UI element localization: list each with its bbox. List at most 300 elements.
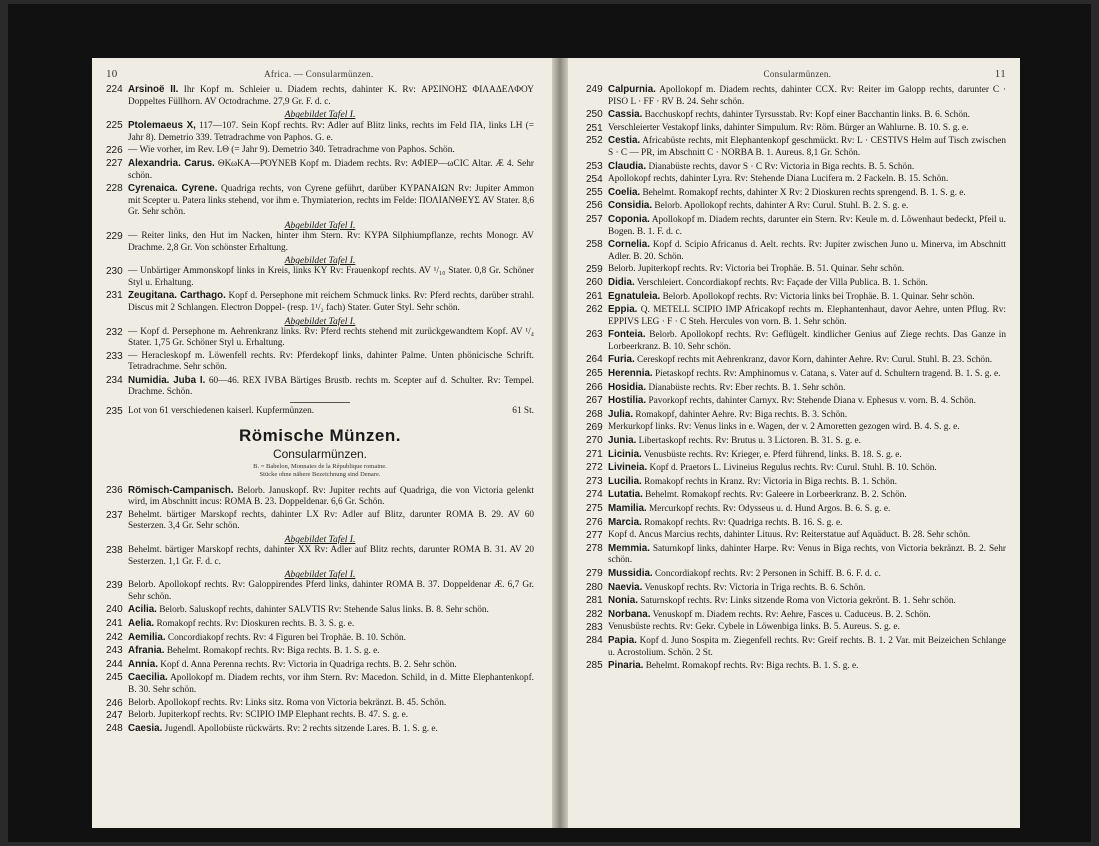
summary-lot-row xyxy=(106,406,534,418)
lot-text: Romakopf rechts in Kranz. Rv: Victoria in Biga rechts. B. 1. Schön. xyxy=(644,476,897,487)
lot-text: Kopf d. Scipio Africanus d. Aelt. rechts. Rv: Jupiter zwischen Juno u. Minerva, im Abschnitt Adler. B. 20. Schön. xyxy=(608,240,1006,262)
lot-description xyxy=(608,123,1006,135)
lot-name: Cestia. xyxy=(608,135,641,147)
section-note-babelon: B. = Babelon, Monnaies de la République romaine. xyxy=(253,462,387,470)
lot-text: — Unbärtiger Ammonskopf links in Kreis, links ΚΥ Rv: Frauenkopf rechts. AV ¹/₁₀ Stater. 0,8 Gr. Schöner Styl u. Erhaltung. xyxy=(128,266,534,288)
lot-name: Naevia. xyxy=(608,581,643,593)
lot-name: Hosidia. xyxy=(608,381,647,393)
lot-text: Bacchuskopf rechts, dahinter Tyrsusstab. Rv: Kopf einer Bacchantin links. B. 6. Schön. xyxy=(644,110,970,121)
lot-number: 224 xyxy=(106,84,123,95)
lot-entry xyxy=(106,231,534,254)
lot-text: Concordiakopf rechts. Rv: 4 Figuren bei Trophäe. B. 10. Schön. xyxy=(167,632,406,643)
lot-description xyxy=(608,187,1006,200)
lot-text: Venusbüste rechts. Rv: Krieger, e. Pferd führend, links. B. 18. S. g. e. xyxy=(643,449,902,460)
lot-description xyxy=(128,120,534,144)
lot-name: Zeugitana. Carthago. xyxy=(128,290,226,302)
lot-entry xyxy=(106,710,534,722)
lot-entry xyxy=(586,609,1006,622)
lot-text: Libertaskopf rechts. Rv: Brutus u. 3 Lictoren. B. 31. S. g. e. xyxy=(638,436,861,447)
lot-number: 236 xyxy=(106,484,123,496)
summary-lot-text: Lot von 61 verschiedenen kaiserl. Kupfermünzen. xyxy=(128,406,315,417)
lot-entry xyxy=(106,327,534,350)
lot-name: Ptolemaeus X, xyxy=(128,120,196,132)
lot-text: Dianabüste rechts. Rv: Eber rechts. B. 1. Sehr schön. xyxy=(648,382,846,393)
lot-name: Marcia. xyxy=(608,516,642,528)
lot-text: Concordiakopf rechts. Rv: 2 Personen in Schiff. B. 6. F. d. c. xyxy=(654,568,881,579)
lot-entry xyxy=(106,545,534,568)
lot-description xyxy=(608,635,1006,659)
lot-text: Venuskopf rechts. Rv: Victoria in Triga rechts. B. 6. Schön. xyxy=(644,582,866,593)
lot-name: Didia. xyxy=(608,276,635,288)
lot-description xyxy=(128,266,534,289)
left-page-number: 10 xyxy=(106,68,118,80)
lot-text: Kopf d. Praetors L. Livineius Regulus rechts. Rv: Curul. Stuhl. B. 10. Schön. xyxy=(649,463,937,474)
lot-number: 226 xyxy=(106,145,123,157)
lot-number: 285 xyxy=(586,660,603,672)
lot-text: Belorb. Apollokopf rechts, dahinter A Rv: Curul. Stuhl. B. 2. S. g. e. xyxy=(654,201,909,212)
lot-name: Calpurnia. xyxy=(608,84,656,95)
lot-text: — Reiter links, den Hut im Nacken, hinter ihm Stern. Rv: ΚΥΡΑ Silphiumpflanze, rechts Monogr. AV Drachme. 2,8 Gr. Von schönster Erhaltung. xyxy=(128,230,534,253)
lot-name: Römisch-Campanisch. xyxy=(128,484,234,496)
lot-text: Venusbüste rechts. Rv: Gekr. Cybele in Löwenbiga links. B. 5. Aureus. S. g. e. xyxy=(608,622,900,633)
lot-number: 251 xyxy=(586,122,603,134)
lot-text: Saturnskopf rechts. Rv: Links sitzende Roma von Victoria gekrönt. B. 1. Sehr schön. xyxy=(640,596,956,607)
lot-number: 252 xyxy=(586,135,603,147)
lot-name: Herennia. xyxy=(608,368,653,380)
lot-entry xyxy=(586,462,1006,475)
lot-entry xyxy=(586,161,1006,174)
lot-description xyxy=(608,395,1006,408)
lot-number: 243 xyxy=(106,645,123,657)
separator-rule xyxy=(290,402,350,403)
lot-entry xyxy=(586,135,1006,159)
lot-text: Apollokopf m. Diadem rechts, vor ihm Stern. Rv: Macedon. Schild, in d. Mitte Elephantenkopf. B. 30. Sehr schön. xyxy=(128,673,535,695)
lot-name: Cassia. xyxy=(608,109,643,121)
book-gutter xyxy=(552,58,568,828)
lot-text: Africabüste rechts, mit Elephantenkopf geschmückt. Rv: L · CESTIVS Helm auf Tisch zwischen S · C — PR, im Abschnitt C · NORBA B. 1. Aureus. 8,1 Gr. Schön. xyxy=(608,136,1006,158)
lot-number: 248 xyxy=(106,722,123,734)
lot-number: 284 xyxy=(586,634,603,646)
lot-number: 273 xyxy=(586,475,603,487)
lot-number: 281 xyxy=(586,595,603,607)
lot-text: Belorb. Apollokopf rechts. Rv: Geflügelt. kindlicher Genius auf Ziege rechts. Das Ganze in Lorbeerkranz. B. 10. Sehr schön. xyxy=(608,330,1006,352)
lot-description xyxy=(128,710,534,722)
lot-number: 283 xyxy=(586,622,603,634)
lot-entry xyxy=(586,517,1006,530)
lot-entry xyxy=(586,595,1006,608)
lot-description xyxy=(608,329,1006,353)
left-running-title: Africa. — Consularmünzen. xyxy=(264,69,374,79)
lot-text: Behelmt. Romakopf rechts. Rv: Galeere in Lorbeerkranz. B. 2. Schön. xyxy=(645,490,907,501)
lot-description xyxy=(608,135,1006,159)
lot-description xyxy=(128,618,534,631)
lot-name: Licinia. xyxy=(608,448,642,460)
lot-text: ΘΚωΚΑ—Ρ̄ΟΥΝΕΒ Kopf m. Diadem rechts. Rv: ΑΦΙΕΡ—ωCIC Altar. Æ 4. Sehr schön. xyxy=(128,158,534,181)
lot-text: Verschleiert. Concordiakopf rechts. Rv: Façade der Villa Publica. B. 1. Schön. xyxy=(636,277,928,288)
lot-entry xyxy=(586,239,1006,263)
lot-description xyxy=(128,145,534,157)
lot-number: 232 xyxy=(106,326,123,338)
lot-text: Jugendl. Apollobüste rückwärts. Rv: 2 rechts sitzende Lares. B. 1. S. g. e. xyxy=(164,723,438,734)
lot-name: Arsinoë II. xyxy=(128,84,179,95)
lot-text: Behelmt. bärtiger Marskopf rechts, dahinter XX Rv: Adler auf Blitz rechts, darunter ROMA B. 31. AV 20 Sesterzen. 1,1 Gr. F. d. c. xyxy=(128,545,534,567)
lot-description xyxy=(128,698,534,710)
right-page xyxy=(568,58,1020,828)
right-page-number: 11 xyxy=(994,68,1006,80)
lot-entry xyxy=(586,476,1006,489)
lot-number: 276 xyxy=(586,516,603,528)
lot-description xyxy=(608,304,1006,328)
lot-description xyxy=(608,214,1006,238)
lot-number: 265 xyxy=(586,368,603,380)
lot-entry xyxy=(106,632,534,645)
lot-entry xyxy=(586,354,1006,367)
left-entries-top xyxy=(106,84,534,399)
lot-text: Behelmt. Romakopf rechts, dahinter X Rv: 2 Dioskuren rechts sprengend. B. 1. S. g. e. xyxy=(642,187,966,198)
lot-description xyxy=(608,161,1006,174)
lot-text: Mercurkopf rechts. Rv: Odysseus u. d. Hund Argos. B. 6. S. g. e. xyxy=(649,504,891,514)
lot-entry xyxy=(586,329,1006,353)
lot-text: Belorb. Apollokopf rechts. Rv: Victoria links bei Trophäe. B. 1. Quinar. Sehr schön. xyxy=(662,291,975,302)
lot-name: Claudia. xyxy=(608,160,647,172)
lot-text: — Wie vorher, im Rev. LΘ (= Jahr 9). Demetrio 340. Tetradrachme von Paphos. Schön. xyxy=(128,145,455,156)
lot-text: Ihr Kopf m. Schleier u. Diadem rechts, dahinter K. Rv: ΑΡΣΙΝΟΗΣ ΦΙΛΑΔΕΛΦΟΥ Doppeltes Füllhorn. AV Octodrachme. 27,9 Gr. F. d. c. xyxy=(128,85,534,107)
lot-name: Pinaria. xyxy=(608,660,644,672)
plate-reference: Abgebildet Tafel I. xyxy=(284,255,356,267)
lot-number: 274 xyxy=(586,489,603,501)
lot-number: 256 xyxy=(586,200,603,212)
lot-entry xyxy=(106,183,534,219)
lot-number: 264 xyxy=(586,354,603,366)
lot-description xyxy=(128,510,534,533)
lot-description xyxy=(608,264,1006,276)
lot-description xyxy=(128,604,534,617)
lot-text: Romakopf rechts. Rv: Dioskuren rechts. B. 3. S. g. e. xyxy=(156,619,355,629)
summary-lot-amount: 61 St. xyxy=(512,406,534,417)
lot-entry xyxy=(106,290,534,314)
lot-description xyxy=(128,351,534,374)
lot-number: 230 xyxy=(106,266,123,278)
lot-number: 250 xyxy=(586,109,603,121)
lot-entry xyxy=(586,304,1006,328)
lot-number: 242 xyxy=(106,631,123,643)
lot-number: 282 xyxy=(586,608,603,620)
lot-description xyxy=(128,545,534,568)
lot-text: Pavorkopf rechts, dahinter Carnyx. Rv: Stehende Diana v. Ephesus v. vorn. B. 4. Schön. xyxy=(648,396,976,407)
lot-name: Cyrenaica. Cyrene. xyxy=(128,183,218,195)
lot-entry xyxy=(586,622,1006,634)
section-note-denare: Stücke ohne nähere Bezeichnung sind Denare. xyxy=(259,470,381,478)
lot-description xyxy=(608,595,1006,608)
lot-number: 227 xyxy=(106,157,123,169)
lot-number: 255 xyxy=(586,186,603,198)
lot-entry xyxy=(106,375,534,399)
lot-entry xyxy=(106,266,534,289)
lot-text: Pietaskopf rechts. Rv: Amphinomus v. Catana, s. Vater auf d. Schultern tragend. B. 1. S. g. e. xyxy=(654,369,1001,380)
lot-description xyxy=(128,580,534,603)
lot-number: 240 xyxy=(106,604,123,616)
lot-name: Nonia. xyxy=(608,595,638,607)
lot-name: Cornelia. xyxy=(608,239,650,251)
lot-name: Livineia. xyxy=(608,462,648,474)
lot-text: 117—107. Sein Kopf rechts. Rv: Adler auf Blitz links, rechts im Feld ΠΑ, links LΗ (= Jahr 8). Demetrio 339. Tetradrachme von Paphos. G. e. xyxy=(128,121,535,143)
lot-text: Belorb. Jupiterkopf rechts. Rv: SCIPIO IMP Elephant rechts. B. 47. S. g. e. xyxy=(128,710,409,721)
lot-number: 249 xyxy=(586,84,603,95)
lot-entry xyxy=(586,264,1006,276)
lot-text: 60—46. REX IVBA Bärtiges Brustb. rechts m. Scepter auf d. Schulter. Rv: Tempel. Drachme. Schön. xyxy=(128,375,534,398)
lot-entry xyxy=(586,214,1006,238)
lot-name: Coponia. xyxy=(608,213,650,225)
lot-description xyxy=(608,409,1006,422)
section-title: Römische Münzen. xyxy=(239,425,401,445)
lot-name: Aemilia. xyxy=(128,631,166,643)
lot-name: Annia. xyxy=(128,658,158,670)
lot-number: 241 xyxy=(106,618,123,629)
right-running-title: Consularmünzen. xyxy=(763,69,832,79)
lot-number: 239 xyxy=(106,580,123,592)
lot-text: Romakopf, dahinter Aehre. Rv: Biga rechts. B. 3. Schön. xyxy=(635,409,848,420)
lot-entry xyxy=(106,645,534,658)
lot-entry xyxy=(106,84,534,108)
lot-text: — Kopf d. Persephone m. Aehrenkranz links. Rv: Pferd rechts stehend mit zurückgewandtem Kopf. AV ¹/₄ Stater. 1,75 Gr. Schöner Styl u. Erhaltung. xyxy=(128,326,534,349)
lot-description xyxy=(608,354,1006,367)
lot-description xyxy=(608,368,1006,381)
lot-entry xyxy=(106,485,534,509)
lot-text: Belorb. Januskopf. Rv: Jupiter rechts auf Quadriga, die von Victoria gelenkt wird, im Abschnitt incus: ROMA B. 23. Doppeldenar. 6,6 Gr. Schön. xyxy=(128,485,535,508)
left-running-head xyxy=(106,68,534,84)
lot-description xyxy=(128,485,534,509)
lot-name: Mussidia. xyxy=(608,567,653,579)
plate-reference: Abgebildet Tafel I. xyxy=(284,109,356,121)
lot-number: 278 xyxy=(586,542,603,554)
lot-name: Aelia. xyxy=(128,618,155,629)
lot-description xyxy=(608,568,1006,581)
lot-text: Q. METELL SCIPIO IMP Africakopf rechts m. Elephantenhaut, davor Aehre, unten Pflug. Rv: EPPIVS LEG · F · C Steh. Hercules von vorn. B. 1. Sehr schön. xyxy=(608,305,1006,327)
lot-entry xyxy=(586,582,1006,595)
lot-entry xyxy=(586,568,1006,581)
lot-number: 261 xyxy=(586,290,603,302)
lot-description xyxy=(608,84,1006,108)
lot-name: Hostilia. xyxy=(608,395,647,407)
lot-name: Memmia. xyxy=(608,542,650,554)
lot-number: 228 xyxy=(106,183,123,195)
lot-number: 260 xyxy=(586,276,603,288)
lot-description xyxy=(608,462,1006,475)
lot-entry xyxy=(586,291,1006,304)
lot-description xyxy=(128,183,534,219)
lot-entry xyxy=(586,660,1006,673)
lot-description xyxy=(608,489,1006,502)
lot-number: 254 xyxy=(586,174,603,186)
lot-name: Mamilia. xyxy=(608,503,647,514)
lot-number: 231 xyxy=(106,290,123,302)
lot-number: 258 xyxy=(586,239,603,251)
lot-entry xyxy=(586,109,1006,122)
lot-description xyxy=(608,530,1006,542)
lot-entry xyxy=(586,277,1006,290)
lot-number: 229 xyxy=(106,230,123,242)
lot-text: Romakopf rechts. Rv: Quadriga rechts. B. 16. S. g. e. xyxy=(644,517,843,528)
lot-name: Considia. xyxy=(608,200,653,212)
lot-description xyxy=(608,660,1006,673)
lot-name: Caesia. xyxy=(128,722,163,734)
lot-description xyxy=(128,632,534,645)
right-running-head xyxy=(586,68,1006,84)
lot-text: Kopf d. Ancus Marcius rechts, dahinter Lituus. Rv: Reiterstatue auf Aquäduct. B. 28. Sehr schön. xyxy=(608,530,971,541)
lot-entry xyxy=(586,635,1006,659)
lot-text: Apollokopf rechts, dahinter Lyra. Rv: Stehende Diana Lucifera m. 2 Fackeln. B. 15. Schön. xyxy=(608,174,949,185)
lot-name: Afrania. xyxy=(128,645,165,657)
lot-number: 259 xyxy=(586,264,603,276)
lot-entry xyxy=(106,723,534,736)
lot-description xyxy=(608,609,1006,622)
lot-name: Acilia. xyxy=(128,604,157,616)
lot-text: Kopf d. Juno Sospita m. Ziegenfell rechts. Rv: Greif rechts. B. 1. 2 Var. mit Beizeichen Schlange u. Acrostolium. Schön. 2 St. xyxy=(608,635,1006,658)
lot-number: 277 xyxy=(586,530,603,542)
lot-description xyxy=(608,422,1006,434)
lot-text: Belorb. Jupiterkopf rechts. Rv: Victoria bei Trophäe. B. 51. Quinar. Sehr schön. xyxy=(608,264,905,275)
lot-entry xyxy=(586,449,1006,462)
lot-description xyxy=(608,277,1006,290)
lot-description xyxy=(128,645,534,658)
lot-name: Egnatuleia. xyxy=(608,290,661,302)
lot-description xyxy=(128,158,534,182)
lot-description xyxy=(608,449,1006,462)
lot-number: 267 xyxy=(586,395,603,407)
lot-number: 257 xyxy=(586,213,603,225)
lot-entry xyxy=(586,174,1006,186)
lot-description xyxy=(608,503,1006,516)
lot-entry xyxy=(106,510,534,533)
lot-number: 269 xyxy=(586,422,603,434)
lot-entry xyxy=(106,580,534,603)
lot-description xyxy=(608,582,1006,595)
lot-description xyxy=(128,84,534,108)
lot-description xyxy=(128,290,534,314)
lot-name: Norbana. xyxy=(608,608,651,620)
lot-entry xyxy=(106,158,534,182)
lot-entry xyxy=(586,543,1006,567)
lot-entry xyxy=(586,530,1006,542)
lot-name: Caecilia. xyxy=(128,672,168,684)
lot-description xyxy=(128,672,534,696)
lot-text: Behelmt. Romakopf rechts. Rv: Biga rechts. B. 1. S. g. e. xyxy=(166,646,380,657)
lot-number: 266 xyxy=(586,381,603,393)
lot-text: Belorb. Apollokopf rechts. Rv: Galoppirendes Pferd links, dahinter ROMA B. 37. Doppeldenar Æ. 6,7 Gr. Sehr schön. xyxy=(128,580,534,602)
lot-entry xyxy=(586,200,1006,213)
lot-description xyxy=(608,109,1006,122)
lot-text: Saturnkopf links, dahinter Harpe. Rv: Venus in Biga rechts, von Victoria bekränzt. B. 2. Sehr schön. xyxy=(608,543,1006,566)
lot-text: Belorb. Saluskopf rechts, dahinter SALVTIS Rv: Stehende Salus links. B. 8. Sehr schön. xyxy=(159,605,489,616)
lot-text: Verschleierter Vestakopf links, dahinter Simpulum. Rv: Röm. Bürger an Wahlurne. B. 10. S. g. e. xyxy=(608,122,969,133)
lot-description xyxy=(608,174,1006,186)
right-entries xyxy=(586,84,1006,673)
lot-number: 253 xyxy=(586,160,603,172)
summary-lot-number: 235 xyxy=(106,406,123,418)
lot-entry xyxy=(106,659,534,672)
lot-name: Julia. xyxy=(608,408,634,420)
lot-number: 244 xyxy=(106,658,123,670)
lot-number: 234 xyxy=(106,374,123,386)
lot-entry xyxy=(586,123,1006,135)
lot-number: 280 xyxy=(586,581,603,593)
lot-text: Dianabüste rechts, davor S · C Rv: Victoria in Biga rechts. B. 5. Schön. xyxy=(648,161,915,172)
lot-number: 225 xyxy=(106,120,123,132)
lot-text: Behelmt. Romakopf rechts. Rv: Biga rechts. B. 1. S. g. e. xyxy=(645,661,859,672)
lot-entry xyxy=(586,395,1006,408)
plate-reference: Abgebildet Tafel I. xyxy=(284,534,356,546)
plate-reference: Abgebildet Tafel I. xyxy=(284,569,356,581)
lot-entry xyxy=(586,503,1006,516)
lot-text: Merkurkopf links. Rv: Venus links in e. Wagen, der v. 2 Amoretten gezogen wird. B. 4. S. g. e. xyxy=(608,422,960,433)
lot-number: 263 xyxy=(586,329,603,341)
lot-number: 271 xyxy=(586,448,603,460)
lot-name: Papia. xyxy=(608,634,637,646)
lot-entry xyxy=(106,145,534,157)
lot-number: 275 xyxy=(586,503,603,514)
lot-description xyxy=(608,476,1006,489)
lot-description xyxy=(608,382,1006,395)
lot-entry xyxy=(106,698,534,710)
lot-entry xyxy=(586,409,1006,422)
lot-text: Kopf d. Persephone mit reichem Schmuck links. Rv: Pferd rechts, darüber strahl. Discus mit 2 Schlangen. Electron Doppel- (resp. 1¹/₂ fach) Stater. Guter Styl. Sehr schön. xyxy=(128,291,534,313)
lot-description xyxy=(128,723,534,736)
lot-entry xyxy=(106,120,534,144)
lot-description xyxy=(608,435,1006,448)
lot-name: Lucilia. xyxy=(608,475,642,487)
lot-text: Cereskopf rechts mit Aehrenkranz, davor Korn, dahinter Aehre. Rv: Curul. Stuhl. B. 23. Schön. xyxy=(637,355,993,366)
lot-entry xyxy=(586,84,1006,108)
lot-number: 245 xyxy=(106,672,123,684)
lot-entry xyxy=(106,351,534,374)
lot-entry xyxy=(106,618,534,631)
lot-description xyxy=(608,291,1006,304)
lot-number: 246 xyxy=(106,697,123,709)
left-entries-bottom xyxy=(106,485,534,736)
lot-name: Lutatia. xyxy=(608,489,643,501)
lot-name: Junia. xyxy=(608,435,637,447)
lot-description xyxy=(128,375,534,399)
lot-description xyxy=(608,543,1006,567)
lot-number: 279 xyxy=(586,567,603,579)
plate-reference: Abgebildet Tafel I. xyxy=(284,219,356,231)
lot-number: 238 xyxy=(106,545,123,557)
lot-entry xyxy=(106,604,534,617)
lot-description xyxy=(608,517,1006,530)
lot-entry xyxy=(586,422,1006,434)
plate-reference: Abgebildet Tafel I. xyxy=(284,315,356,327)
lot-description xyxy=(128,659,534,672)
lot-number: 247 xyxy=(106,710,123,722)
lot-number: 233 xyxy=(106,350,123,362)
lot-number: 268 xyxy=(586,408,603,420)
lot-description xyxy=(128,327,534,350)
lot-text: Kopf d. Anna Perenna rechts. Rv: Victoria in Quadriga rechts. B. 2. Sehr schön. xyxy=(160,659,457,670)
lot-text: Behelmt. bärtiger Marskopf rechts, dahinter LX Rv: Adler auf Blitz, darunter ROMA B. 29. AV 60 Sesterzen. 3,4 Gr. Sehr schön. xyxy=(128,509,534,532)
left-page xyxy=(92,58,552,828)
lot-entry xyxy=(586,368,1006,381)
lot-entry xyxy=(106,672,534,696)
lot-description xyxy=(608,200,1006,213)
lot-number: 262 xyxy=(586,304,603,316)
lot-name: Numidia. Juba I. xyxy=(128,374,206,386)
lot-name: Coelia. xyxy=(608,186,641,198)
lot-entry xyxy=(586,187,1006,200)
lot-name: Alexandria. Carus. xyxy=(128,157,215,169)
lot-entry xyxy=(586,382,1006,395)
lot-text: Venuskopf m. Diadem rechts. Rv: Aehre, Fasces u. Caduceus. B. 2. Schön. xyxy=(652,609,931,620)
lot-text: Apollokopf m. Diadem rechts, dahinter CCX. Rv: Reiter im Galopp rechts, darunter C · PISO L · FF · RV B. 24. Sehr schön. xyxy=(608,85,1006,107)
